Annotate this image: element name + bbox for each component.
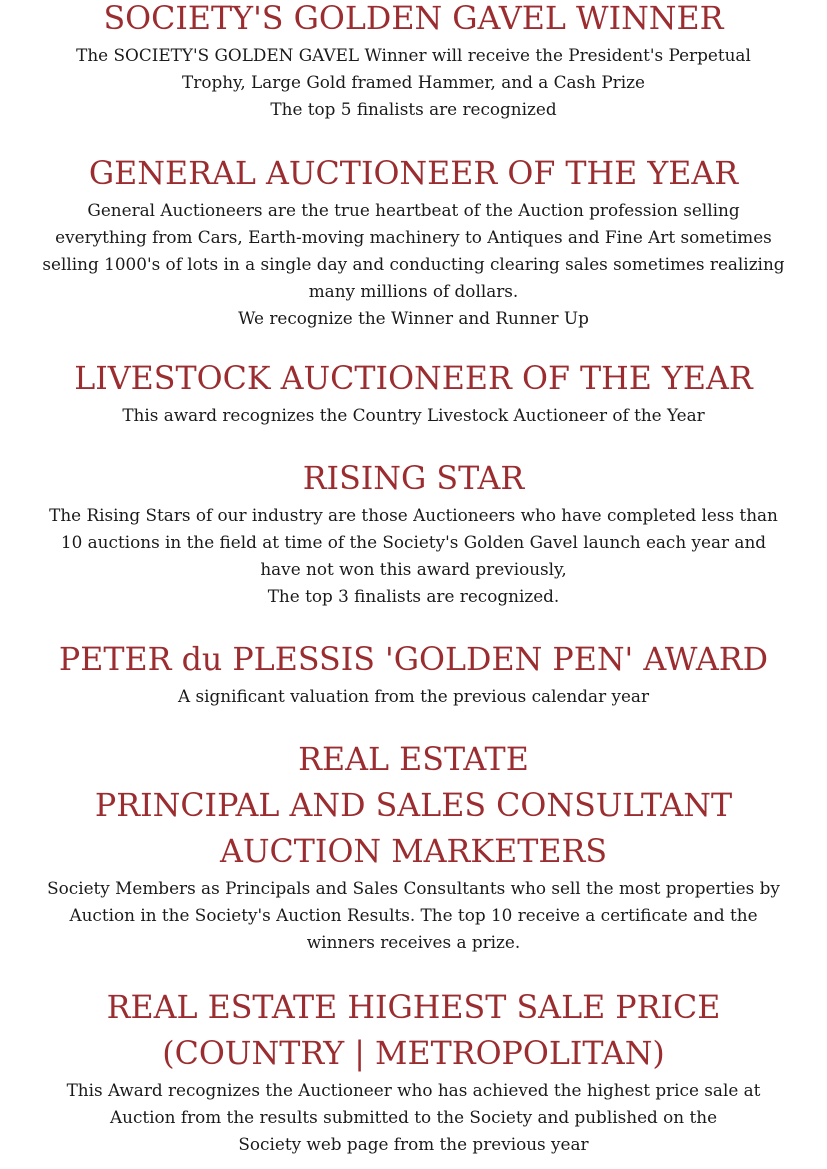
award-description-line: The top 5 finalists are recognized [270,99,557,119]
award-description-line: The SOCIETY'S GOLDEN GAVEL Winner will receive the President's Perpetual [76,45,751,65]
award-title: AUCTION MARKETERS [219,834,608,870]
award-description-line: Society web page from the previous year [238,1134,589,1154]
award-description-line: Society Members as Principals and Sales Consultants who sell the most properties by [47,878,780,898]
award-title: GENERAL AUCTIONEER OF THE YEAR [88,156,739,192]
award-title: LIVESTOCK AUCTIONEER OF THE YEAR [74,361,753,397]
award-title: RISING STAR [302,461,525,497]
award-title: SOCIETY'S GOLDEN GAVEL WINNER [103,1,724,37]
award-description-line: A significant valuation from the previous calendar year [177,686,649,706]
award-description-line: General Auctioneers are the true heartbeat of the Auction profession selling [87,200,740,220]
award-description-line: The Rising Stars of our industry are those Auctioneers who have completed less than [49,505,778,525]
award-rising-star [0,456,827,610]
award-description-line: The top 3 finalists are recognized. [267,586,560,606]
award-title: (COUNTRY | METROPOLITAN) [162,1036,665,1072]
award-highest-sale-price [0,985,827,1158]
award-golden-pen [0,637,827,710]
award-description-line: This Award recognizes the Auctioneer who has achieved the highest price sale at [66,1080,761,1100]
award-description-line: Auction from the results submitted to the Society and published on the [109,1107,718,1127]
award-general-auctioneer [0,151,827,332]
award-description-line: We recognize the Winner and Runner Up [238,308,589,328]
award-description-line: selling 1000's of lots in a single day and conducting clearing sales sometimes realizing [42,254,785,274]
award-description-line: have not won this award previously, [260,559,567,579]
award-description-line: Auction in the Society's Auction Results. The top 10 receive a certificate and the [69,905,758,925]
award-description-line: many millions of dollars. [308,281,519,301]
award-title: REAL ESTATE HIGHEST SALE PRICE [106,990,721,1026]
award-title: PRINCIPAL AND SALES CONSULTANT [94,788,733,824]
award-description-line: everything from Cars, Earth-moving machinery to Antiques and Fine Art sometimes [55,227,772,247]
award-description-line: 10 auctions in the field at time of the Society's Golden Gavel launch each year and [60,532,767,552]
award-description-line: winners receives a prize. [306,932,521,952]
award-description-line: This award recognizes the Country Livestock Auctioneer of the Year [122,405,705,425]
award-livestock-auctioneer [0,356,827,429]
award-title: REAL ESTATE [298,742,529,778]
award-title: PETER du PLESSIS 'GOLDEN PEN' AWARD [58,642,769,678]
award-golden-gavel [0,0,827,123]
award-description-line: Trophy, Large Gold framed Hammer, and a Cash Prize [182,72,645,92]
award-real-estate-marketers [0,737,827,956]
